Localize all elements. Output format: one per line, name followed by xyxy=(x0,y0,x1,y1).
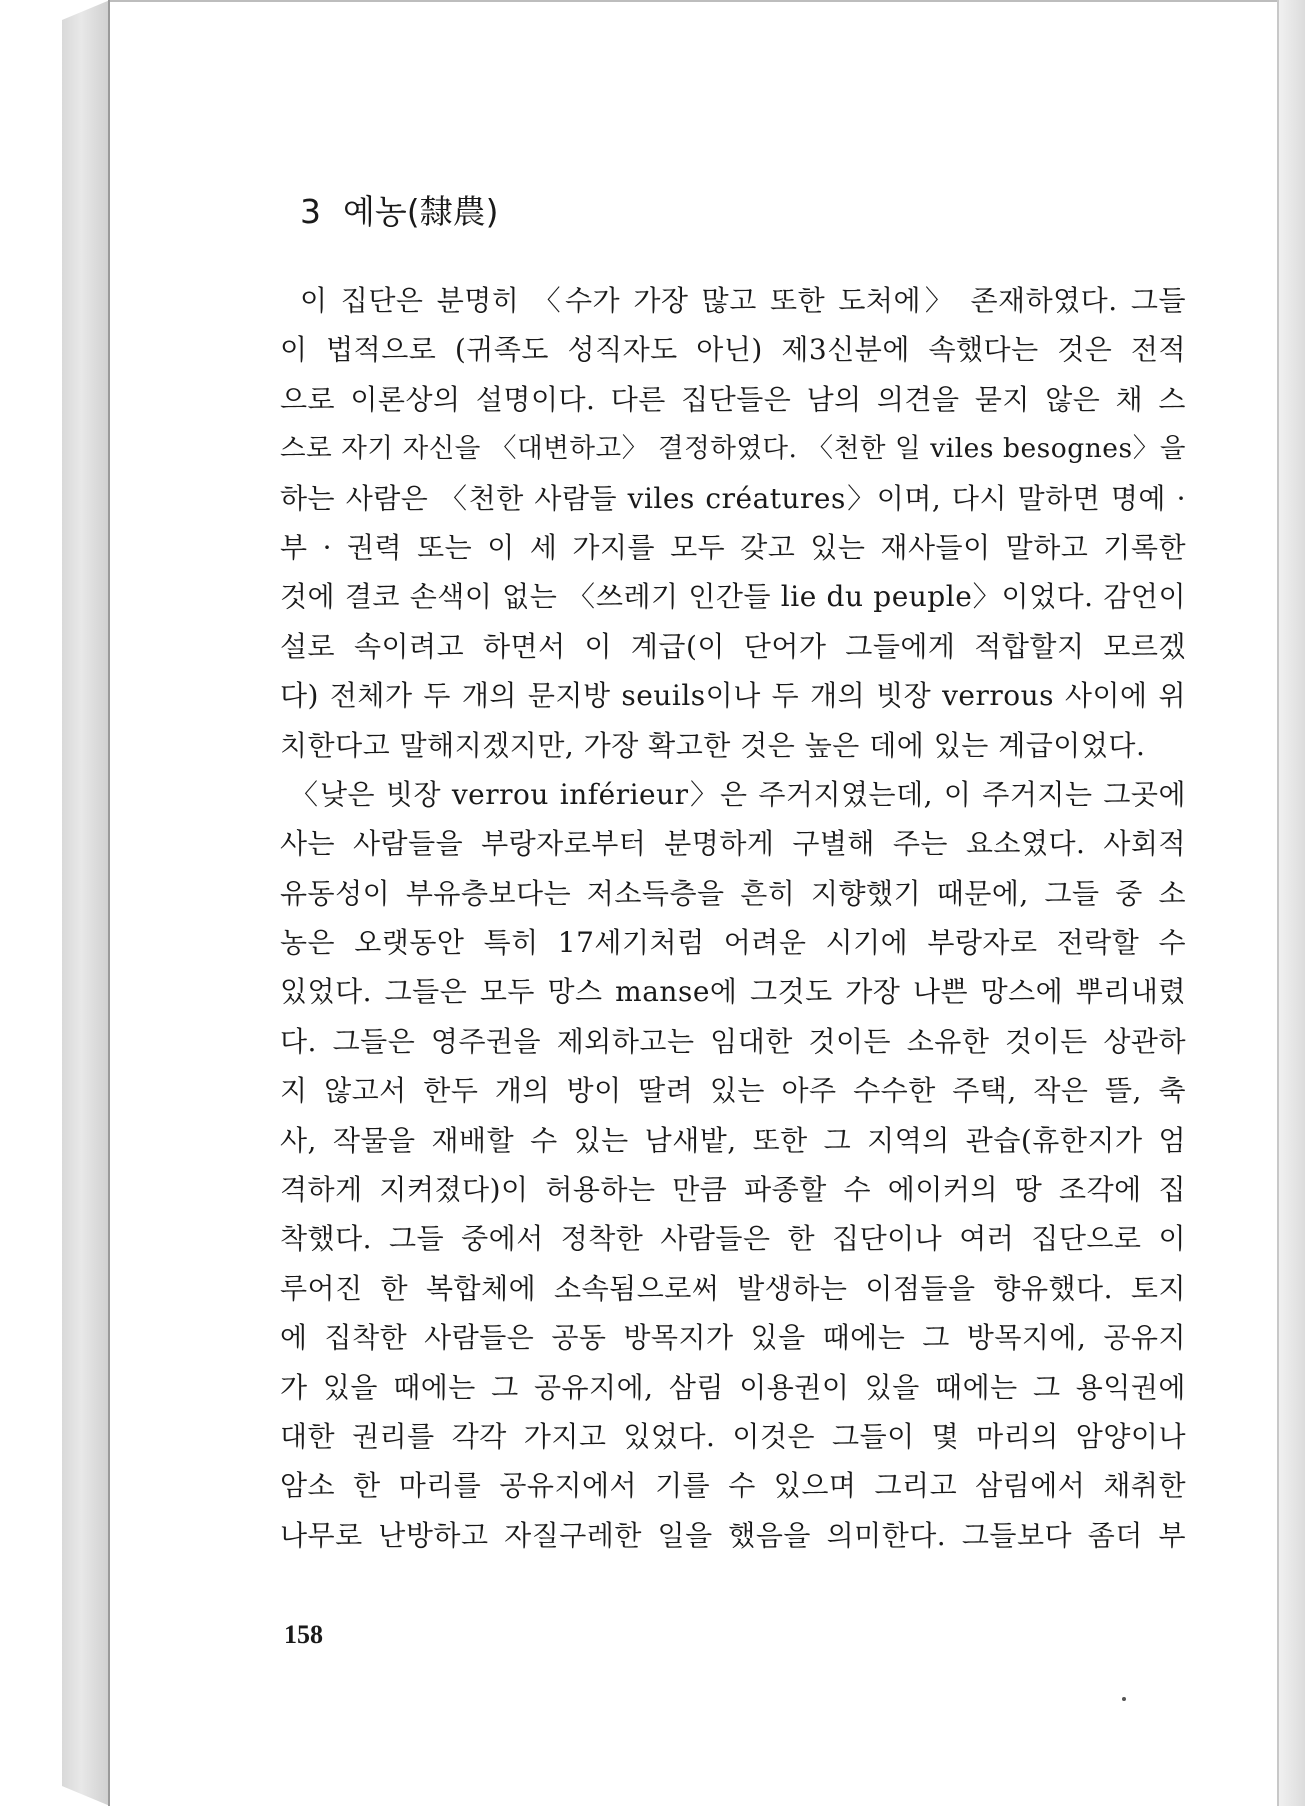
page-number: 158 xyxy=(284,1620,323,1649)
text-line: 루어진 한 복합체에 소속됨으로써 발생하는 이점들을 향유했다. 토지 xyxy=(280,1271,1186,1305)
text-line: 으로 이론상의 설명이다. 다른 집단들은 남의 의견을 묻지 않은 채 스 xyxy=(280,382,1186,416)
text-line: 다) 전체가 두 개의 문지방 seuils이나 두 개의 빗장 verrous 사이에 위 xyxy=(280,679,1186,713)
text-line: 이 집단은 분명히 〈수가 가장 많고 또한 도처에〉 존재하였다. 그들 xyxy=(300,284,1186,317)
text-line: 하는 사람은 〈천한 사람들 viles créatures〉이며, 다시 말하면 명예 · xyxy=(280,481,1186,515)
text-line: 나무로 난방하고 자질구레한 일을 했음을 의미한다. 그들보다 좀더 부 xyxy=(280,1518,1186,1552)
scan-speck xyxy=(1122,1697,1126,1701)
text-line: 암소 한 마리를 공유지에서 기를 수 있으며 그리고 삼림에서 채취한 xyxy=(280,1469,1186,1503)
text-line: 격하게 지켜졌다)이 허용하는 만큼 파종할 수 에이커의 땅 조각에 집 xyxy=(280,1173,1186,1207)
text-line: 있었다. 그들은 모두 망스 manse에 그것도 가장 나쁜 망스에 뿌리내렸 xyxy=(280,975,1186,1009)
body-text xyxy=(280,276,1186,1560)
text-line: 지 않고서 한두 개의 방이 딸려 있는 아주 수수한 주택, 작은 뜰, 축 xyxy=(280,1074,1186,1108)
text-line: 유동성이 부유층보다는 저소득층을 흔히 지향했기 때문에, 그들 중 소 xyxy=(280,876,1186,910)
text-line: 에 집착한 사람들은 공동 방목지가 있을 때에는 그 방목지에, 공유지 xyxy=(280,1321,1186,1355)
section-title: 예농(隸農) xyxy=(343,192,499,231)
text-line: 가 있을 때에는 그 공유지에, 삼림 이용권이 있을 때에는 그 용익권에 xyxy=(280,1370,1186,1404)
text-line: 이 법적으로 (귀족도 성직자도 아닌) 제3신분에 속했다는 것은 전적 xyxy=(280,333,1186,367)
text-line: 대한 권리를 각각 가지고 있었다. 이것은 그들이 몇 마리의 암양이나 xyxy=(280,1419,1186,1453)
text-line: 것에 결코 손색이 없는 〈쓰레기 인간들 lie du peuple〉이었다. 감언이 xyxy=(280,580,1186,614)
text-line: 사, 작물을 재배할 수 있는 남새밭, 또한 그 지역의 관습(휴한지가 엄 xyxy=(280,1123,1186,1157)
text-line: 다. 그들은 영주권을 제외하고는 임대한 것이든 소유한 것이든 상관하 xyxy=(280,1024,1186,1058)
text-line: 치한다고 말해지겠지만, 가장 확고한 것은 높은 데에 있는 계급이었다. xyxy=(280,728,1146,762)
text-line: 설로 속이려고 하면서 이 계급(이 단어가 그들에게 적합할지 모르겠 xyxy=(280,629,1186,663)
book-page-edge xyxy=(62,0,110,1806)
text-line: 농은 오랫동안 특히 17세기처럼 어려운 시기에 부랑자로 전락할 수 xyxy=(280,926,1186,960)
section-number: 3 xyxy=(300,192,321,231)
text-line: 부 · 권력 또는 이 세 가지를 모두 갖고 있는 재사들이 말하고 기록한 xyxy=(280,530,1186,564)
text-line: 〈낮은 빗장 verrou inférieur〉은 주거지였는데, 이 주거지는 그곳에 xyxy=(290,777,1186,811)
text-line: 착했다. 그들 중에서 정착한 사람들은 한 집단이나 여러 집단으로 이 xyxy=(280,1222,1186,1256)
text-line: 스로 자기 자신을 〈대변하고〉 결정하였다. 〈천한 일 viles besognes〉을 xyxy=(280,433,1186,465)
right-page-shadow xyxy=(1277,0,1305,1806)
text-line: 사는 사람들을 부랑자로부터 분명하게 구별해 주는 요소였다. 사회적 xyxy=(280,827,1186,861)
section-heading xyxy=(300,186,499,233)
